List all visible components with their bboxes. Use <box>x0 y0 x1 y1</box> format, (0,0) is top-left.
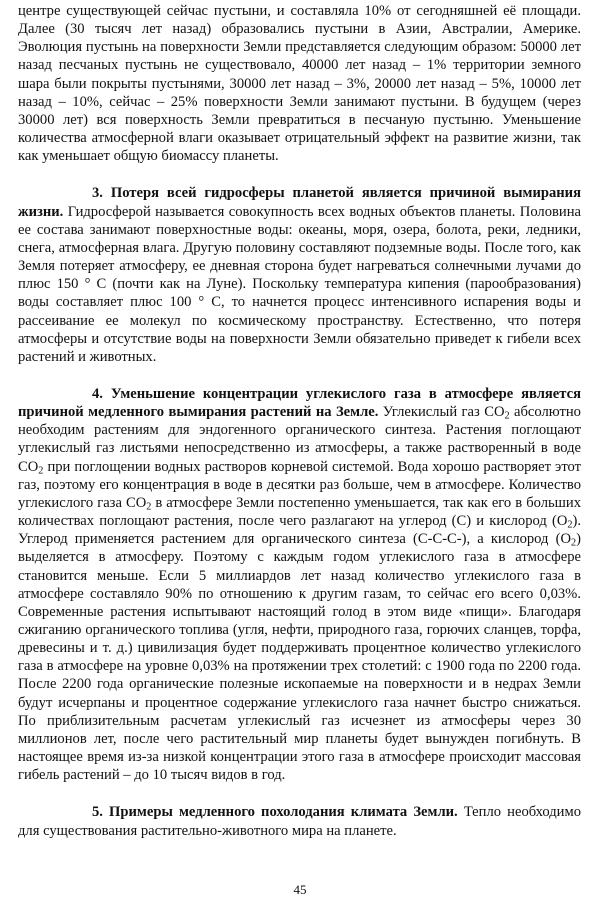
subscript-2: 2 <box>567 519 573 531</box>
paragraph-deserts: центре существующей сейчас пустыни, и составляла 10% от сегодняшней её площади. Далее (30 тысяч лет назад) образовались пустыни в Азии, Австралии, Америке. Эволюция пустынь на поверхности Земли представляется следующим образом: 50000 лет назад песчаных пустынь не существовало, 40000 лет назад – 1% территории земного шара были покрыты пустынями, 30000 лет назад – 3%, 20000 лет назад – 5%, 10000 лет назад – 10%, сейчас – 25% поверхности Земли занимают пустыни. В будущем (через 30000 лет) вся поверхность Земли превратиться в песчаную пустыню. Уменьшение количества атмосферной влаги оказывает отрицательный эффект на развитие жизни, так как уменьшает общую биомассу планеты. <box>18 3 581 165</box>
paragraph-gap <box>18 784 581 803</box>
section-3-body: Гидросферой называется совокупность всех водных объектов планеты. Половина ее состава занимают поверхностные воды: океаны, моря, озера, болота, реки, ледники, снега, атмосферная влага. Другую половину составляют подземные воды. После того, как Земля потеряет атмосферу, ее дневная сторона будет нагреваться солнечными лучами до плюс 150 ° С (почти как на Луне). Поскольку температура кипения (парообразования) воды составляет плюс 100 ° С, то начнется процесс интенсивного испарения воды и рассеивание ее молекул по космическому пространству. Естественно, что потеря атмосферы и отсутствие воды на поверхности Земли обязательно приведет к гибели всех растений и животных. <box>18 203 581 365</box>
subscript-2: 2 <box>504 410 510 422</box>
section-3-heading: 3. Потеря всей гидросферы планетой является причиной вымирания жизни. <box>18 185 581 220</box>
section-4-text-4: в атмосфере Земли постепенно уменьшается, так как его в больших количествах поглощают растения, после чего разлагают на углерод (C) и кислород (O <box>18 494 581 530</box>
subscript-2: 2 <box>38 465 44 477</box>
paragraph-gap <box>18 165 581 184</box>
section-4-text-6: ) выделяется в атмосферу. Поэтому с каждым годом углекислого газа в атмосфере становится меньше. Если 5 миллиардов лет назад количество углекислого газа в атмосфере составляло 90% по отношению к другим газам, то сейчас его всего 0,03%. Современные растения испытывают настоящий голод в этом виде «пищи». Благодаря сжиганию органического топлива (угля, нефти, природного газа, горючих сланцев, торфа, древесины и т. д.) цивилизация будет поддерживать процентное количество углекислого газа в атмосфере на уровне 0,03% на протяжении трех столетий: с 1900 года по 2200 года. После 2200 года органические полезные ископаемые на поверхности и в недрах Земли будут исчерпаны и процентное содержание углекислого газа начнет быстро снижаться. По приблизительным расчетам углекислый газ исчезнет из атмосферы через 30 миллионов лет, после чего растительный мир планеты будет вынужден погибнуть. В настоящее время из-за низкой концентрации этого газа в атмосфере происходит массовая гибель растений – до 10 тысяч видов в год. <box>18 531 581 784</box>
section-4-text-2: абсолютно необходим растениям для эндогенного органического синтеза. Растения поглощают углекислый газ листьями непосредственно из атмосферы, а также растворенный в воде CO <box>18 404 581 475</box>
section-4-heading: 4. Уменьшение концентрации углекислого газа в атмосфере является причиной медленного вымирания растений на Земле. <box>18 385 581 421</box>
document-page <box>18 2 581 840</box>
page-number: 45 <box>293 882 307 897</box>
section-4-text-5: ). Углерод применяется растением для органического синтеза (С-С-С-), а кислород (O <box>18 513 581 548</box>
section-4-text-1: Углекислый газ CO <box>378 404 505 421</box>
subscript-2: 2 <box>571 537 577 549</box>
section-3-paragraph <box>18 184 581 366</box>
section-4-paragraph <box>18 385 581 784</box>
section-5-heading: 5. Примеры медленного похолодания климата Земли. <box>92 804 458 821</box>
section-5-paragraph <box>18 803 581 839</box>
subscript-2: 2 <box>146 501 152 513</box>
section-5-body: Тепло необходимо для существования растительно-животного мира на планете. <box>18 804 581 839</box>
section-4-text-3: при поглощении водных растворов корневой системой. Вода хорошо растворяет этот газ, поэтому его концентрация в воде в десятки раз больше, чем в атмосфере. Количество углекислого газа CO <box>18 458 581 511</box>
paragraph-gap <box>18 366 581 385</box>
